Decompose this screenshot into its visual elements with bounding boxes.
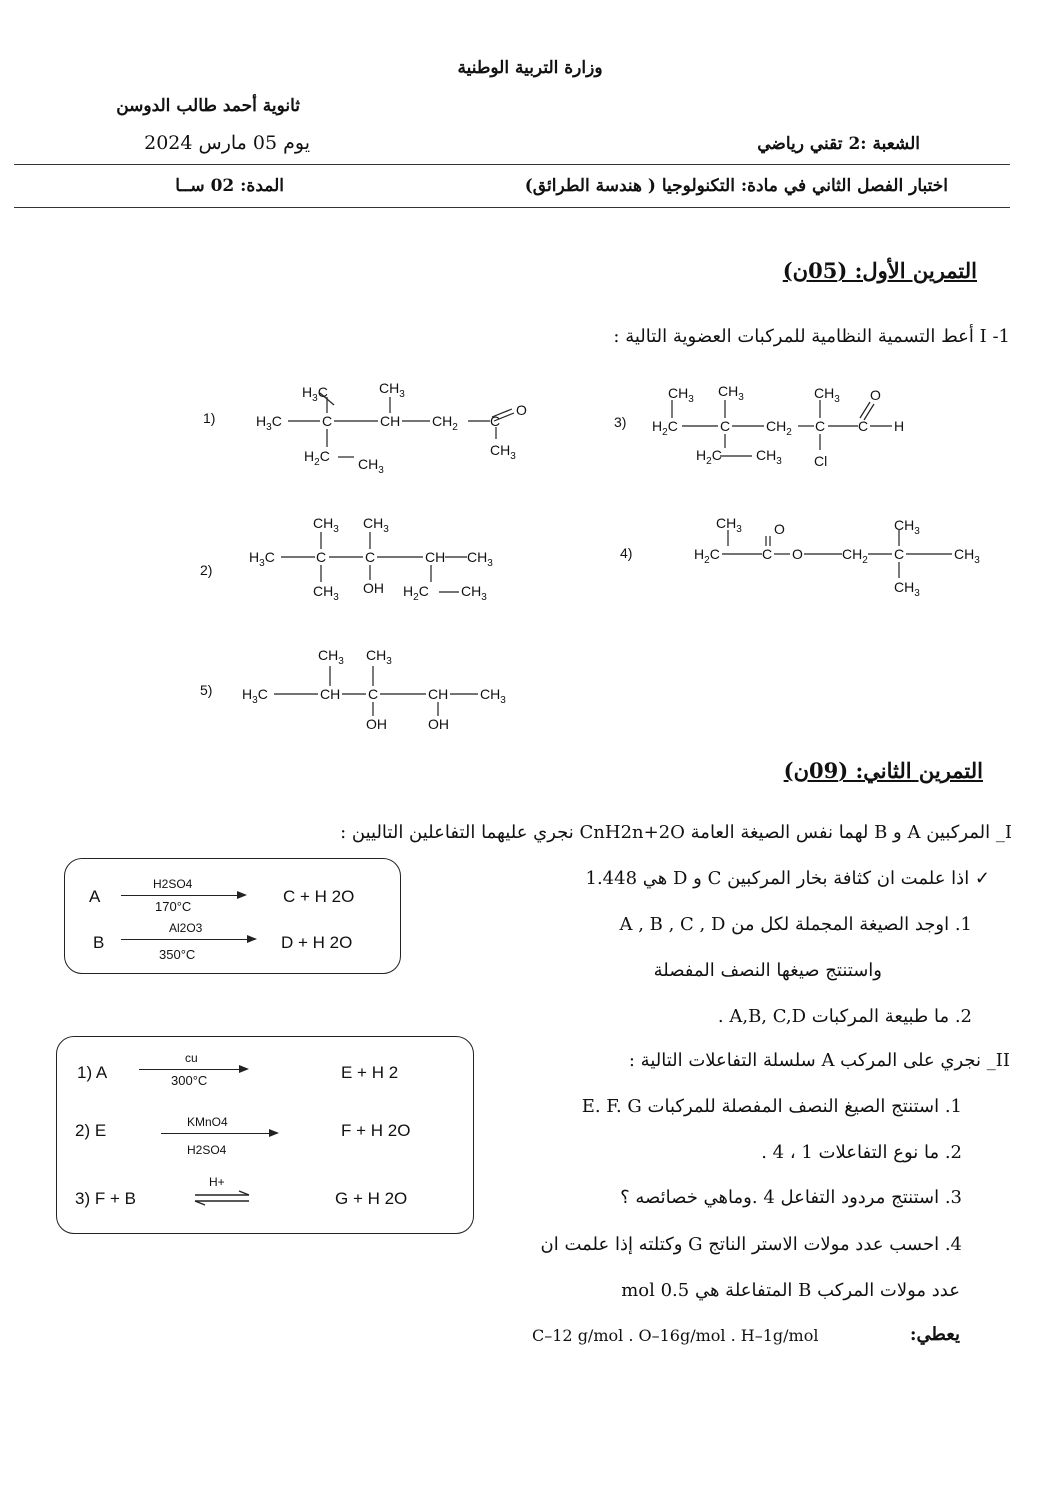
- given-density: ✓ اذا علمت ان كثافة بخار المركبين C و D هي 1.448: [585, 868, 990, 889]
- question-ii-4b: عدد مولات المركب B المتفاعلة هي 0.5 mol: [621, 1280, 960, 1301]
- reaction1-temperature: 170°C: [155, 899, 192, 914]
- chain3-catalyst: H+: [209, 1175, 225, 1189]
- molecule-label-2: 2): [200, 562, 213, 578]
- svg-text:H3C: $H_3C$: [242, 686, 268, 706]
- svg-text:OH: OH: [366, 716, 387, 732]
- chain3-label: 3) F + B: [75, 1189, 136, 1208]
- svg-text:CH2: $CH_2$: [842, 546, 868, 566]
- chain2-acid: H2SO4: [187, 1143, 227, 1157]
- chain3-equilibrium-arrow: [193, 1191, 253, 1205]
- exercise2-title: التمرين الثاني: (09ن): [783, 758, 983, 783]
- given-masses: C–12 g/mol . O–16g/mol . H–1g/mol: [532, 1326, 819, 1345]
- svg-text:H3C: $H_3C$: [256, 413, 282, 433]
- question-1a: 1. اوجد الصيغة المجملة لكل من A , B , C , D: [619, 914, 972, 935]
- exam-duration: المدة: 02 ســا: [175, 176, 284, 196]
- svg-text:C: C: [894, 546, 905, 562]
- molecule-1-structure: [250, 375, 540, 480]
- svg-text:CH3: $CH_3$: [668, 385, 694, 405]
- svg-text:CH: CH: [425, 549, 446, 565]
- chain1-temperature: 300°C: [171, 1073, 208, 1088]
- svg-text:CH3: $CH_3$: [358, 456, 384, 476]
- svg-text:CH3: $CH_3$: [379, 380, 405, 400]
- question-ii-4a: 4. احسب عدد مولات الاستر الناتج G وكتلته إذا علمت ان: [540, 1234, 962, 1255]
- svg-text:C: C: [365, 549, 376, 565]
- molecule-2-structure: [245, 512, 515, 607]
- svg-text:H2C: $H_2C$: [696, 447, 722, 467]
- molecule-label-4: 4): [620, 545, 633, 561]
- exam-subject: اختبار الفصل الثاني في مادة: التكنولوجيا ( هندسة الطرائق): [524, 176, 948, 196]
- reaction-chain-box: [56, 1036, 474, 1234]
- svg-text:OH: OH: [428, 716, 449, 732]
- school-name: ثانوية أحمد طالب الدوسن: [116, 96, 300, 116]
- question-ii-1: 1. استنتج الصيغ النصف المفصلة للمركبات E. F. G: [581, 1096, 962, 1117]
- chain2-product: F + H 2O: [341, 1121, 411, 1140]
- reaction1-arrow: [121, 895, 245, 896]
- chain2-label: 2) E: [75, 1121, 107, 1140]
- reaction2-reactant: B: [93, 933, 105, 952]
- svg-text:H3C: $H_3C$: [249, 549, 275, 569]
- svg-text:C: C: [316, 549, 327, 565]
- svg-text:O: O: [516, 402, 527, 418]
- svg-text:H2C: $H_2C$: [652, 418, 678, 438]
- question-ii-2: 2. ما نوع التفاعلات 1 ، 4 .: [761, 1142, 962, 1163]
- svg-text:CH3: $CH_3$: [480, 686, 506, 706]
- molecule-label-3: 3): [614, 414, 627, 430]
- svg-text:CH: CH: [428, 686, 449, 702]
- svg-text:CH3: $CH_3$: [894, 579, 920, 599]
- question-1b: واستنتج صيغها النصف المفصلة: [653, 960, 882, 981]
- molecule-4-structure: [692, 512, 992, 597]
- svg-text:O: O: [774, 521, 785, 537]
- svg-text:O: O: [870, 387, 881, 403]
- svg-text:CH3: $CH_3$: [756, 447, 782, 467]
- chain2-oxidant: KMnO4: [187, 1115, 228, 1129]
- svg-text:CH2: $CH_2$: [766, 418, 792, 438]
- molecule-3-structure: [648, 380, 918, 470]
- reaction1-product: C + H 2O: [283, 887, 355, 906]
- svg-text:H2C: $H_2C$: [403, 583, 429, 603]
- svg-text:CH: CH: [380, 413, 401, 429]
- svg-text:C: C: [490, 413, 501, 429]
- svg-text:CH2: $CH_2$: [432, 413, 458, 433]
- svg-text:C: C: [368, 686, 379, 702]
- molecule-5-structure: [238, 640, 528, 735]
- svg-text:H: H: [894, 418, 905, 434]
- reaction2-arrow: [121, 939, 255, 940]
- header-divider-2: [14, 207, 1010, 208]
- molecule-label-5: 5): [200, 682, 213, 698]
- chain3-product: G + H 2O: [335, 1189, 408, 1208]
- svg-text:CH3: $CH_3$: [718, 383, 744, 403]
- svg-text:H3C: $H_3C$: [302, 384, 328, 404]
- svg-text:CH3: $CH_3$: [366, 647, 392, 667]
- reaction1-catalyst: H2SO4: [153, 877, 193, 891]
- svg-text:C: C: [815, 418, 826, 434]
- question-2: 2. ما طبيعة المركبات A,B, C,D .: [717, 1006, 972, 1027]
- svg-text:CH3: $CH_3$: [363, 515, 389, 535]
- svg-text:H2C: $H_2C$: [304, 448, 330, 468]
- exercise1-title: التمرين الأول: (05ن): [782, 258, 977, 283]
- svg-text:O: O: [792, 546, 803, 562]
- svg-text:CH3: $CH_3$: [467, 549, 493, 569]
- chain2-arrow: [161, 1133, 277, 1134]
- given-masses-label: يعطي:: [909, 1324, 960, 1345]
- exercise2-intro: I_ المركبين A و B لهما نفس الصيغة العامة CnH2n+2O نجري عليهما التفاعلين التاليين :: [340, 822, 1012, 843]
- svg-text:H2C: $H_2C$: [694, 546, 720, 566]
- svg-text:C: C: [322, 413, 333, 429]
- part-ii-intro: II_ نجري على المركب A سلسلة التفاعلات التالية :: [628, 1050, 1010, 1071]
- svg-text:CH3: $CH_3$: [716, 515, 742, 535]
- svg-text:CH3: $CH_3$: [313, 515, 339, 535]
- svg-text:CH3: $CH_3$: [814, 385, 840, 405]
- chain1-product: E + H 2: [341, 1063, 399, 1082]
- svg-text:CH3: $CH_3$: [461, 583, 487, 603]
- svg-text:CH3: $CH_3$: [313, 583, 339, 603]
- svg-text:CH3: $CH_3$: [894, 517, 920, 537]
- reaction1-reactant: A: [89, 887, 101, 906]
- reaction2-catalyst: Al2O3: [169, 921, 203, 935]
- svg-text:CH: CH: [320, 686, 341, 702]
- class-label: الشعبة :2 تقني رياضي: [757, 134, 920, 154]
- dehydration-reactions-box: [64, 858, 401, 974]
- question-ii-3: 3. استنتج مردود التفاعل 4 .وماهي خصائصه ؟: [620, 1187, 962, 1208]
- svg-text:C: C: [720, 418, 731, 434]
- exercise1-question: I -1 أعط التسمية النظامية للمركبات العضوية التالية :: [613, 326, 1010, 347]
- svg-text:CH3: $CH_3$: [490, 442, 516, 462]
- ministry-title: وزارة التربية الوطنية: [457, 58, 603, 78]
- reaction2-product: D + H 2O: [281, 933, 353, 952]
- molecule-label-1: 1): [203, 410, 216, 426]
- chain1-arrow: [139, 1069, 247, 1070]
- svg-text:C: C: [858, 418, 869, 434]
- chain1-label: 1) A: [77, 1063, 108, 1082]
- svg-text:C: C: [762, 546, 773, 562]
- svg-text:CH3: $CH_3$: [954, 546, 980, 566]
- svg-text:OH: OH: [363, 580, 384, 596]
- chain1-catalyst: cu: [185, 1051, 198, 1065]
- svg-text:Cl: Cl: [814, 453, 828, 469]
- exam-date: يوم 05 مارس 2024: [144, 132, 310, 154]
- svg-text:CH3: $CH_3$: [318, 647, 344, 667]
- reaction2-temperature: 350°C: [159, 947, 196, 962]
- header-divider-1: [14, 164, 1010, 165]
